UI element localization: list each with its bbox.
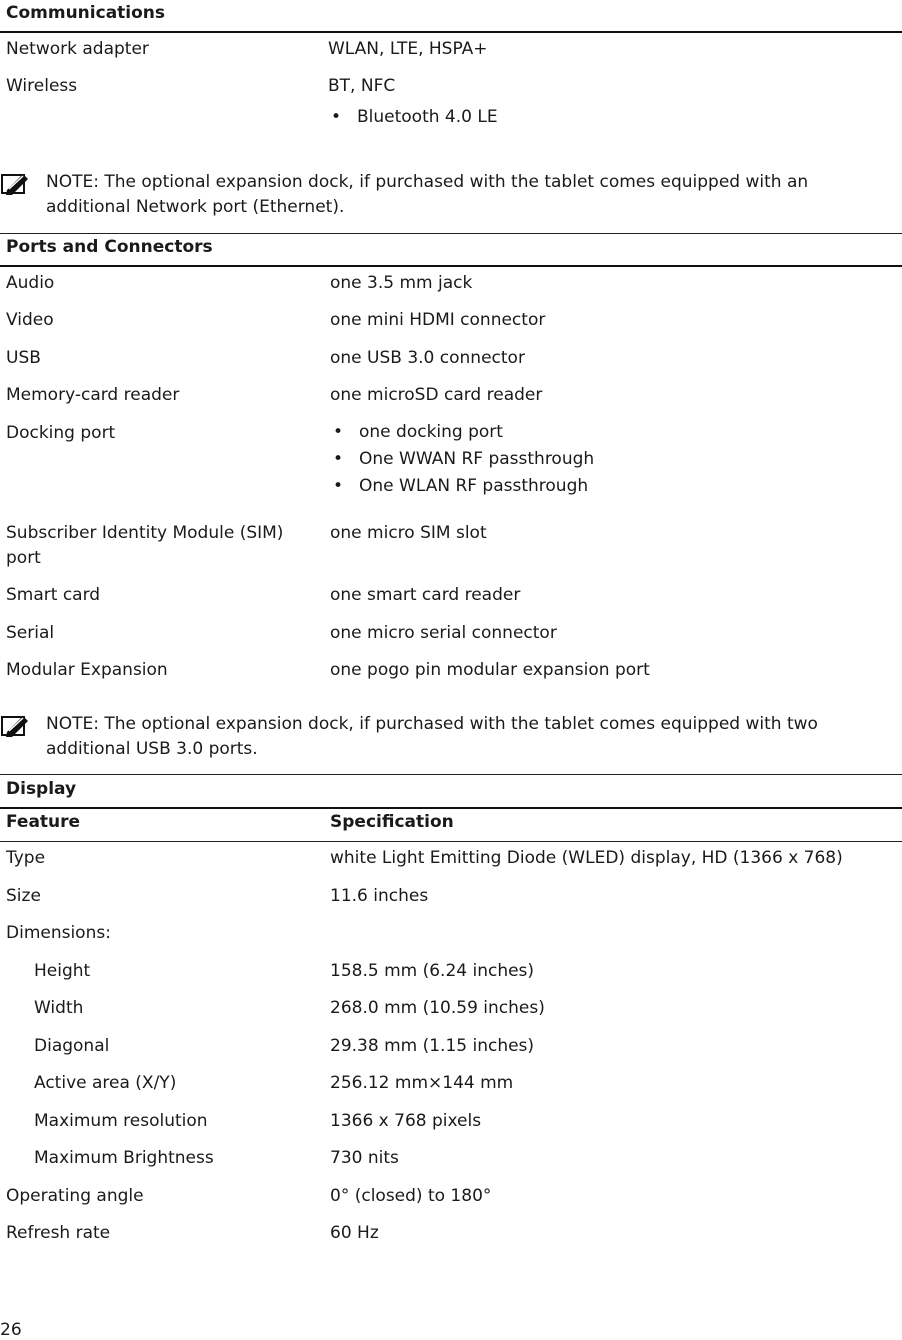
usb-value: one USB 3.0 connector [330,348,525,368]
audio-value: one 3.5 mm jack [330,273,473,293]
video-label: Video [6,310,54,330]
audio-label: Audio [6,273,55,293]
communications-rule [0,31,902,33]
operating-angle-value: 0° (closed) to 180° [330,1186,492,1206]
bullet-icon: • [333,449,344,469]
max-resolution-value: 1366 x 768 pixels [330,1111,482,1131]
serial-value: one micro serial connector [330,623,557,643]
display-header: Display [6,779,77,799]
active-area-label: Active area (X/Y) [34,1073,177,1093]
active-area-value: 256.12 mm×144 mm [330,1073,514,1093]
ports-top-rule [0,233,902,234]
size-label: Size [6,886,41,906]
width-label: Width [34,998,84,1018]
wireless-value: BT, NFC [328,76,396,96]
type-value: white Light Emitting Diode (WLED) display, HD (1366 x 768) [330,848,843,868]
memory-card-value: one microSD card reader [330,385,543,405]
note-expansion-ethernet [46,170,866,220]
bullet-icon: • [333,422,344,442]
note-label: NOTE: [46,172,99,192]
note-body: The optional expansion dock, if purchased with the tablet comes equipped with an additional Network port (Ethernet). [46,172,809,217]
sim-label-line1: Subscriber Identity Module (SIM) [6,523,284,543]
display-column-rule [0,841,902,842]
docking-bullet-item: one docking port [359,422,503,442]
bullet-icon: • [331,107,342,127]
max-resolution-label: Maximum resolution [34,1111,208,1131]
pencil-note-icon [1,714,31,738]
refresh-rate-value: 60 Hz [330,1223,379,1243]
modular-expansion-label: Modular Expansion [6,660,168,680]
network-adapter-label: Network adapter [6,39,149,59]
modular-expansion-value: one pogo pin modular expansion port [330,660,650,680]
network-adapter-value: WLAN, LTE, HSPA+ [328,39,488,59]
memory-card-label: Memory-card reader [6,385,180,405]
dimensions-label: Dimensions: [6,923,111,943]
serial-label: Serial [6,623,55,643]
refresh-rate-label: Refresh rate [6,1223,111,1243]
feature-column-header: Feature [6,812,81,832]
note-expansion-usb [46,712,866,762]
pencil-note-icon [1,172,31,196]
sim-label-line2: port [6,548,41,568]
usb-label: USB [6,348,41,368]
size-value: 11.6 inches [330,886,429,906]
bullet-icon: • [333,476,344,496]
docking-port-label: Docking port [6,423,116,443]
wireless-bullet-item: Bluetooth 4.0 LE [357,107,498,127]
width-value: 268.0 mm (10.59 inches) [330,998,545,1018]
type-label: Type [6,848,46,868]
page-number: 26 [0,1320,22,1340]
wireless-label: Wireless [6,76,78,96]
docking-bullet-item: One WLAN RF passthrough [359,476,589,496]
operating-angle-label: Operating angle [6,1186,144,1206]
sim-value: one micro SIM slot [330,523,487,543]
height-label: Height [34,961,91,981]
ports-header: Ports and Connectors [6,237,213,257]
specification-column-header: Specification [330,812,454,832]
video-value: one mini HDMI connector [330,310,546,330]
communications-header: Communications [6,3,166,23]
note-label: NOTE: [46,714,99,734]
diagonal-label: Diagonal [34,1036,110,1056]
diagonal-value: 29.38 mm (1.15 inches) [330,1036,535,1056]
display-top-rule [0,774,902,775]
smart-card-value: one smart card reader [330,585,521,605]
max-brightness-label: Maximum Brightness [34,1148,214,1168]
height-value: 158.5 mm (6.24 inches) [330,961,535,981]
display-rule [0,807,902,809]
note-body: The optional expansion dock, if purchased with the tablet comes equipped with two additional USB 3.0 ports. [46,714,818,759]
max-brightness-value: 730 nits [330,1148,399,1168]
ports-rule [0,265,902,267]
docking-bullet-item: One WWAN RF passthrough [359,449,595,469]
smart-card-label: Smart card [6,585,101,605]
